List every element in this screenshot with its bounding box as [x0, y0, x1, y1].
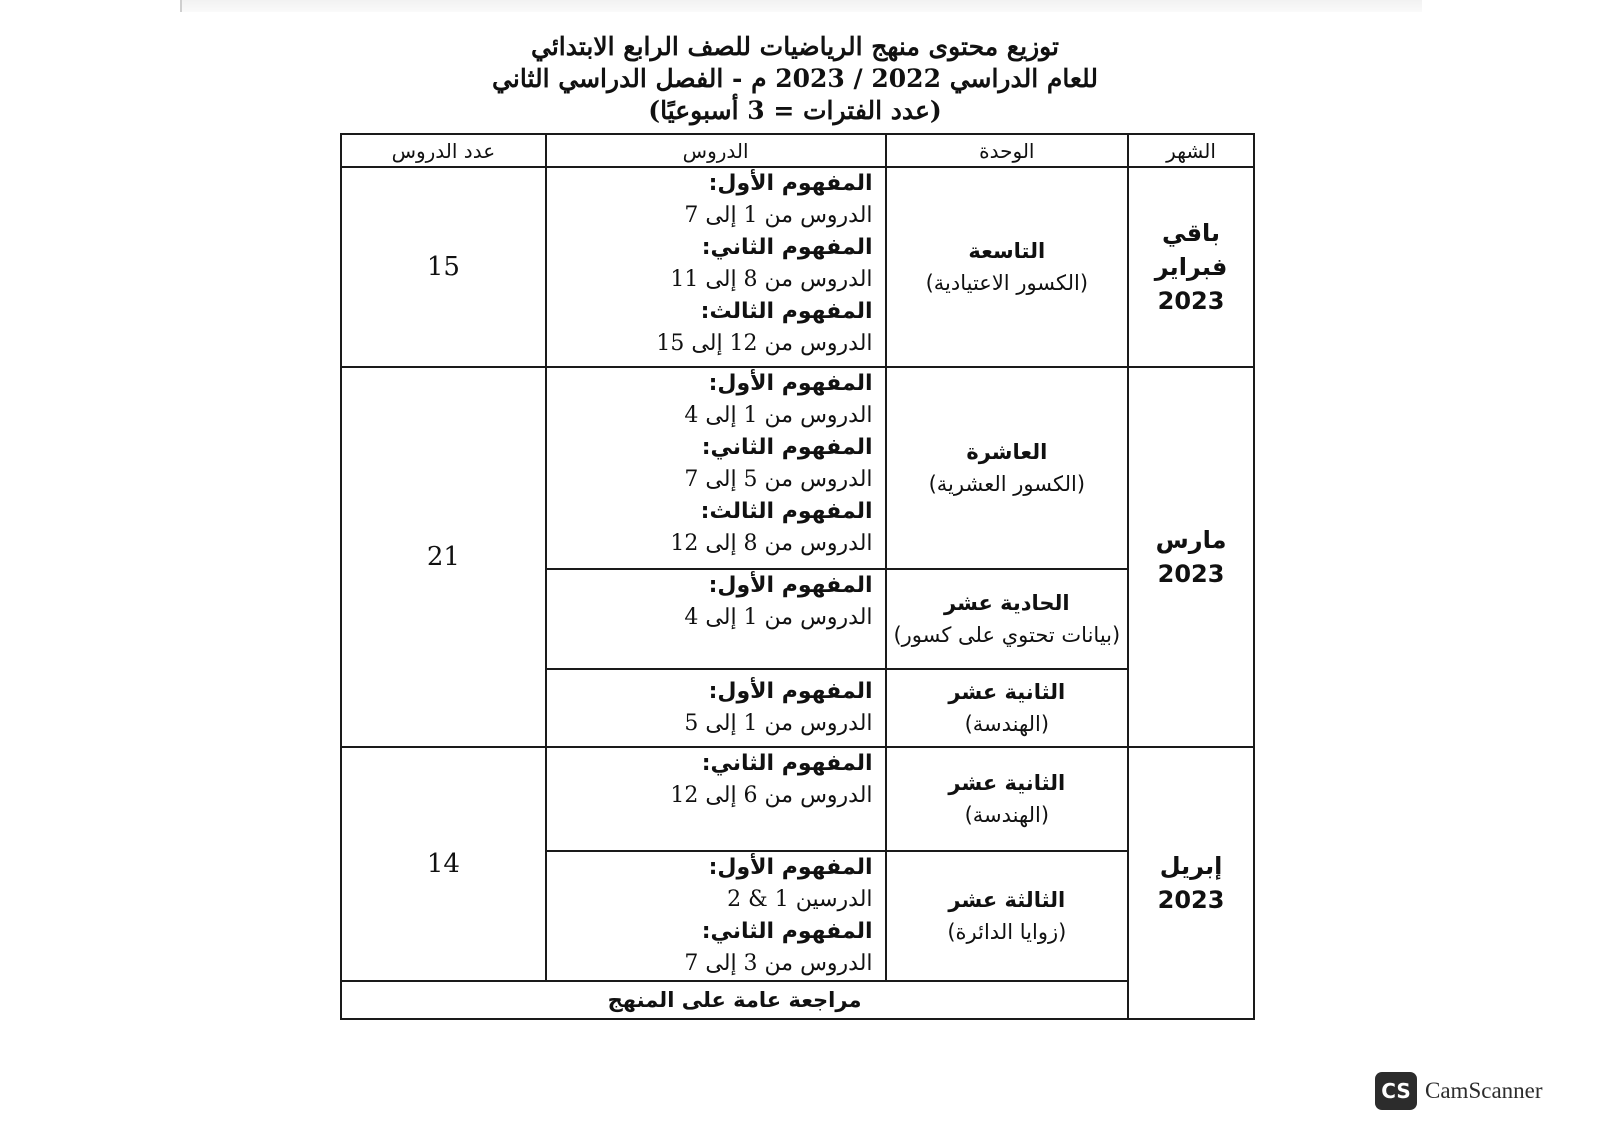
- unit-name: الثالثة عشر: [948, 888, 1066, 912]
- concept-label: المفهوم الثاني:: [701, 919, 873, 944]
- unit-name: الحادية عشر: [944, 591, 1070, 615]
- lesson-count: 21: [341, 367, 546, 747]
- lesson-range: الدروس من 8 إلى 11: [670, 267, 873, 292]
- unit-cell: [886, 851, 1129, 981]
- unit-name: الثانية عشر: [948, 771, 1066, 795]
- unit-name: الثانية عشر: [948, 680, 1066, 704]
- lesson-range: الدرسين 1 & 2: [727, 887, 873, 912]
- concept-label: المفهوم الثالث:: [700, 299, 873, 324]
- unit-name: التاسعة: [968, 239, 1046, 263]
- unit-description: (الهندسة): [964, 712, 1050, 736]
- unit-name: العاشرة: [966, 440, 1048, 464]
- unit-description: (الكسور الاعتيادية): [925, 271, 1089, 295]
- concept-label: المفهوم الثالث:: [700, 499, 873, 524]
- lessons-cell: [546, 851, 886, 981]
- concept-label: المفهوم الثاني:: [701, 751, 873, 776]
- month-year: 2023: [1157, 560, 1225, 588]
- header-count: عدد الدروس: [341, 134, 546, 167]
- header-unit: الوحدة: [886, 134, 1129, 167]
- general-review: مراجعة عامة على المنهج: [341, 981, 1128, 1019]
- unit-cell: [886, 569, 1129, 669]
- month-name: إبريل: [1159, 852, 1223, 880]
- table-header-row: [341, 134, 1254, 167]
- lessons-cell: [546, 367, 886, 569]
- lesson-count: 15: [341, 167, 546, 367]
- unit-description: (الهندسة): [964, 803, 1050, 827]
- lesson-range: الدروس من 12 إلى 15: [656, 331, 873, 356]
- camscanner-logo-icon: CS: [1375, 1072, 1417, 1110]
- lesson-range: الدروس من 6 إلى 12: [670, 783, 873, 808]
- camscanner-brand: CamScanner: [1425, 1078, 1543, 1103]
- lessons-cell: [546, 669, 886, 747]
- concept-label: المفهوم الأول:: [708, 371, 873, 396]
- unit-cell: [886, 167, 1129, 367]
- unit-cell: [886, 747, 1129, 851]
- unit-cell: [886, 367, 1129, 569]
- table-row: [341, 367, 1254, 569]
- header-lessons: الدروس: [546, 134, 886, 167]
- review-row: [341, 981, 1254, 1019]
- concept-label: المفهوم الأول:: [708, 171, 873, 196]
- title-line-3: (عدد الفترات = 3 أسبوعيًا): [648, 96, 942, 125]
- table-row: [341, 167, 1254, 367]
- lesson-count: 14: [341, 747, 546, 981]
- lesson-range: الدروس من 5 إلى 7: [684, 467, 873, 492]
- lesson-range: الدروس من 8 إلى 12: [670, 531, 873, 556]
- lesson-range: الدروس من 1 إلى 5: [684, 711, 873, 736]
- lesson-range: الدروس من 1 إلى 4: [684, 605, 873, 630]
- header-month: الشهر: [1128, 134, 1254, 167]
- unit-description: (بيانات تحتوي على كسور): [893, 623, 1121, 647]
- lessons-cell: [546, 167, 886, 367]
- lesson-range: الدروس من 3 إلى 7: [684, 951, 873, 976]
- month-year: 2023: [1157, 886, 1225, 914]
- title-line-1: توزيع محتوى منهج الرياضيات للصف الرابع الابتدائي: [530, 32, 1060, 61]
- lessons-cell: [546, 747, 886, 851]
- camscanner-watermark: [1375, 1072, 1543, 1110]
- month-name: مارس: [1155, 526, 1227, 554]
- concept-label: المفهوم الأول:: [708, 679, 873, 704]
- lesson-range: الدروس من 1 إلى 4: [684, 403, 873, 428]
- lessons-cell: [546, 569, 886, 669]
- month-cell: [1128, 747, 1254, 1019]
- table-row: [341, 747, 1254, 851]
- unit-description: (زوايا الدائرة): [947, 920, 1067, 944]
- title-line-2: للعام الدراسي 2022 / 2023 م - الفصل الدراسي الثاني: [492, 64, 1098, 93]
- unit-description: (الكسور العشرية): [928, 472, 1086, 496]
- unit-cell: [886, 669, 1129, 747]
- month-cell: [1128, 367, 1254, 747]
- month-name: باقي فبراير: [1154, 219, 1228, 281]
- concept-label: المفهوم الأول:: [708, 573, 873, 598]
- month-cell: [1128, 167, 1254, 367]
- concept-label: المفهوم الثاني:: [701, 235, 873, 260]
- concept-label: المفهوم الثاني:: [701, 435, 873, 460]
- month-year: 2023: [1157, 287, 1225, 315]
- concept-label: المفهوم الأول:: [708, 855, 873, 880]
- lesson-range: الدروس من 1 إلى 7: [684, 203, 873, 228]
- curriculum-table: [340, 133, 1255, 1020]
- scan-edge: [180, 0, 1422, 12]
